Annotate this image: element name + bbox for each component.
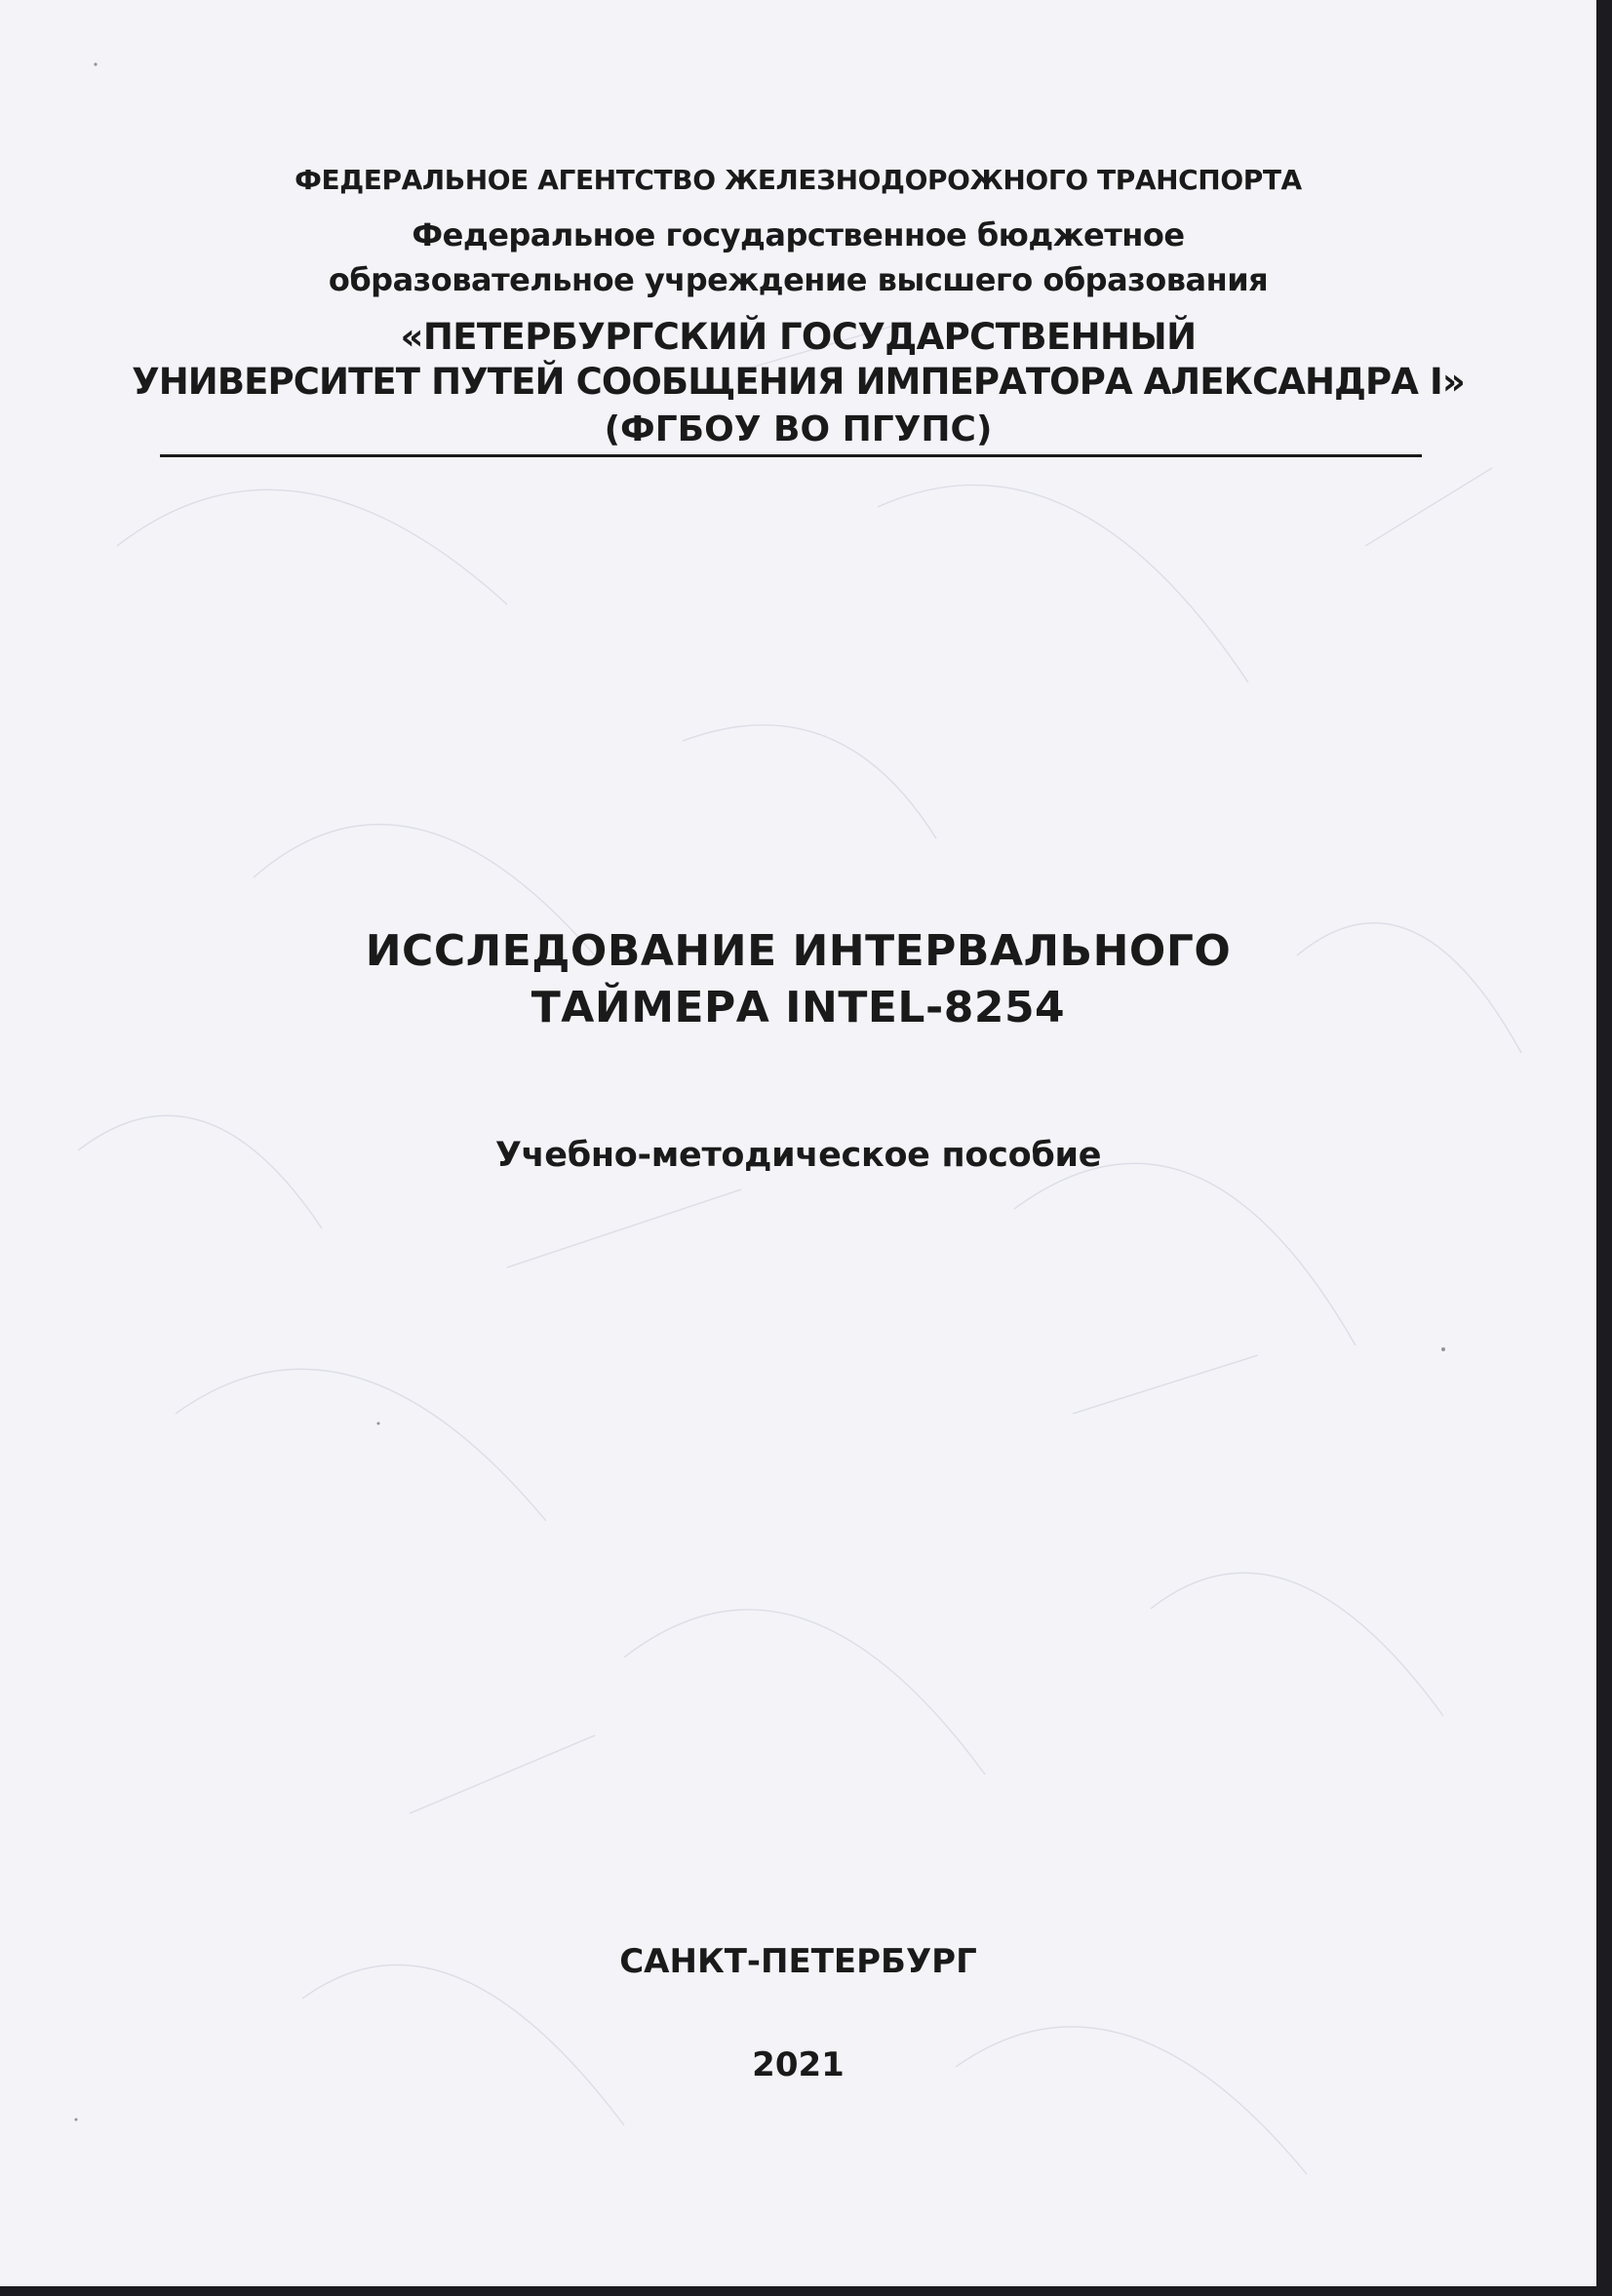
publication-year: 2021 (752, 2045, 845, 2084)
document-title-line1: ИССЛЕДОВАНИЕ ИНТЕРВАЛЬНОГО (365, 926, 1232, 976)
university-abbreviation: (ФГБОУ ВО ПГУПС) (604, 409, 993, 449)
university-name-line2: УНИВЕРСИТЕТ ПУТЕЙ СООБЩЕНИЯ ИМПЕРАТОРА АЛЕКСАНДРА I» (132, 361, 1465, 403)
scan-edge-bottom (0, 2286, 1612, 2296)
publication-city: САНКТ-ПЕТЕРБУРГ (619, 1942, 977, 1981)
scan-edge-right (1596, 0, 1612, 2296)
university-name-line1: «ПЕТЕРБУРГСКИЙ ГОСУДАРСТВЕННЫЙ (400, 316, 1197, 358)
header-divider (160, 454, 1422, 457)
agency-name: ФЕДЕРАЛЬНОЕ АГЕНТСТВО ЖЕЛЕЗНОДОРОЖНОГО ТРАНСПОРТА (295, 164, 1302, 196)
institution-type-line1: Федеральное государственное бюджетное (412, 216, 1185, 253)
institution-type-line2: образовательное учреждение высшего образования (328, 261, 1269, 298)
document-title-line2: ТАЙМЕРА INTEL-8254 (531, 983, 1066, 1032)
document-type: Учебно-методическое пособие (494, 1136, 1102, 1175)
